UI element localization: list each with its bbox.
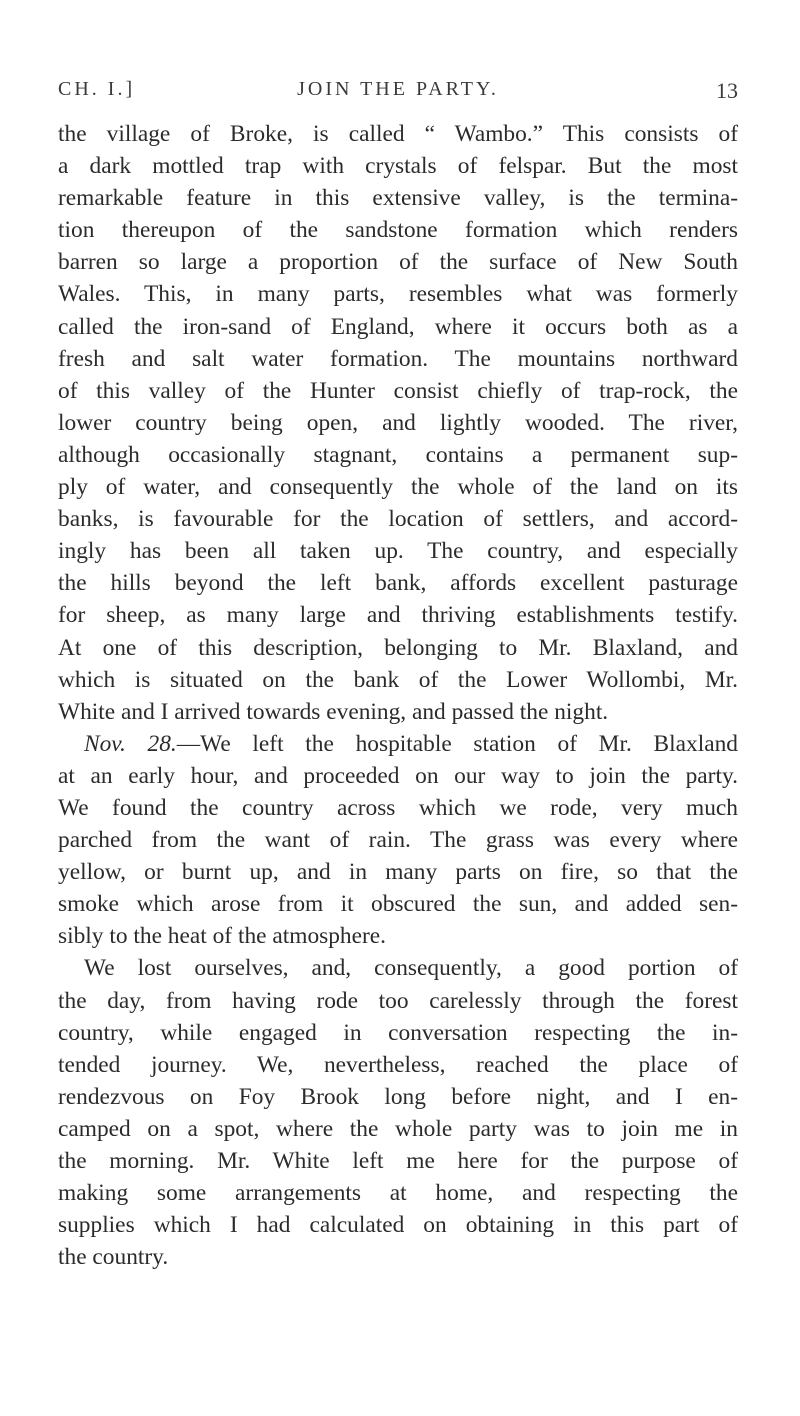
paragraph xyxy=(58,118,738,728)
text-line: tion thereupon of the sandstone formation which renders xyxy=(58,217,738,244)
text-line: sibly to the heat of the atmosphere. xyxy=(58,923,387,950)
text-line: supplies which I had calculated on obtaining in this part of xyxy=(58,1212,738,1239)
page-number: 13 xyxy=(716,78,738,103)
text-line xyxy=(58,728,738,760)
text-line: White and I arrived towards evening, and passed the night. xyxy=(58,698,609,725)
paragraph xyxy=(58,728,738,953)
text-line: We found the country across which we rode, very much xyxy=(58,794,738,821)
text-line: tended journey. We, nevertheless, reached the place of xyxy=(58,1051,738,1078)
chapter-marker: CH. I.] xyxy=(58,78,136,100)
text-line: Wales. This, in many parts, resembles what was formerly xyxy=(58,281,738,308)
running-title: JOIN THE PARTY. xyxy=(297,78,499,100)
text-line: the village of Broke, is called “ Wambo.” This consists of xyxy=(58,121,738,147)
running-head xyxy=(58,78,738,106)
text-line: the morning. Mr. White left me here for the purpose of xyxy=(58,1148,738,1174)
text-line: barren so large a proportion of the surface of New South xyxy=(58,249,738,276)
text-line: At one of this description, belonging to Mr. Blaxland, and xyxy=(58,634,738,661)
text-line: yellow, or burnt up, and in many parts on fire, so that the xyxy=(58,859,738,886)
text-line: making some arrangements at home, and respecting the xyxy=(58,1180,738,1207)
text-line: country, while engaged in conversation respecting the in- xyxy=(58,1019,738,1046)
text-line: ingly has been all taken up. The country, and especially xyxy=(58,538,738,565)
body-text xyxy=(58,118,738,1273)
text-line: called the iron-sand of England, where it occurs both as a xyxy=(58,313,738,340)
text-line: fresh and salt water formation. The mountains northward xyxy=(58,345,738,372)
text-line: banks, is favourable for the location of settlers, and accord- xyxy=(58,506,738,533)
text-line: at an early hour, and proceeded on our way to join the party. xyxy=(58,762,738,789)
text-line: rendezvous on Foy Brook long before night, and I en- xyxy=(58,1083,738,1110)
text-line: the country. xyxy=(58,1244,169,1271)
text-line: camped on a spot, where the whole party was to join me in xyxy=(58,1115,738,1142)
text-line: the hills beyond the left bank, affords excellent pasturage xyxy=(58,570,738,597)
book-page xyxy=(58,78,738,1273)
text-line: the day, from having rode too carelessly through the forest xyxy=(58,987,738,1014)
text-line: of this valley of the Hunter consist chiefly of trap-rock, the xyxy=(58,377,738,404)
text-line: a dark mottled trap with crystals of felspar. But the most xyxy=(58,153,738,180)
text-line: remarkable feature in this extensive valley, is the termina- xyxy=(58,185,738,212)
text-line: parched from the want of rain. The grass was every where xyxy=(58,827,738,854)
text-line: for sheep, as many large and thriving establishments testify. xyxy=(58,602,738,629)
text-line: although occasionally stagnant, contains a permanent sup- xyxy=(58,441,738,468)
text-line: smoke which arose from it obscured the sun, and added sen- xyxy=(58,891,738,918)
text-line: ply of water, and consequently the whole of the land on its xyxy=(58,474,738,501)
text-line-rest: —We left the hospitable station of Mr. Blaxland xyxy=(176,730,738,757)
entry-date: Nov. 28. xyxy=(84,730,177,757)
text-line: lower country being open, and lightly wooded. The river, xyxy=(58,409,738,436)
text-line: which is situated on the bank of the Lower Wollombi, Mr. xyxy=(58,666,738,693)
paragraph xyxy=(58,952,738,1273)
text-line: We lost ourselves, and, consequently, a good portion of xyxy=(84,955,738,982)
